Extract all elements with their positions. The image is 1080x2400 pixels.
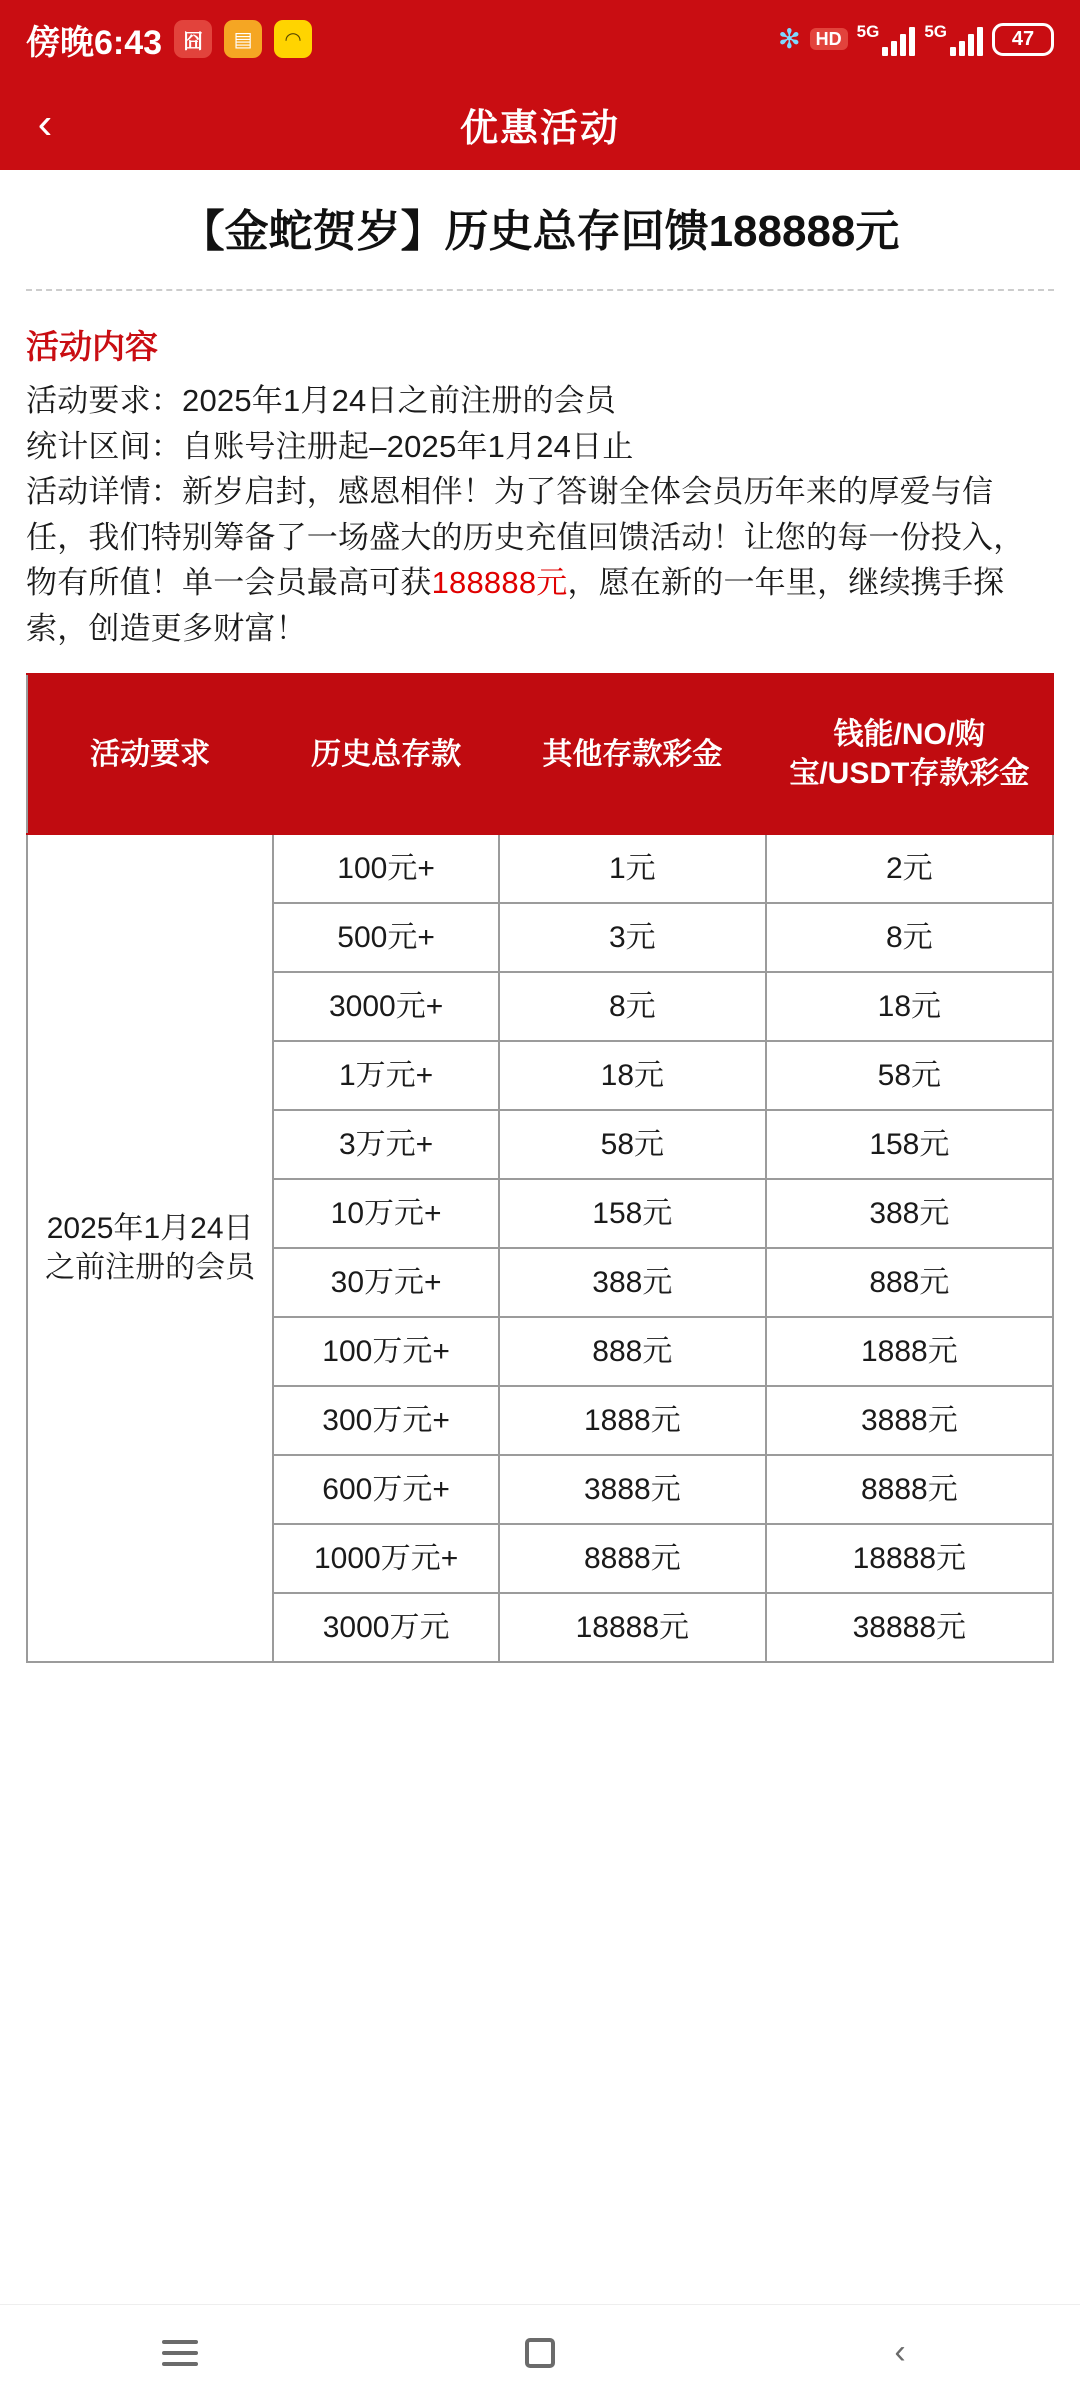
table-cell-special-bonus: 3888元 — [766, 1386, 1053, 1455]
promo-detail-suffix: ，愿在新的一年里，继续携手探索，创造更多财富！ — [26, 565, 1005, 646]
table-cell-special-bonus: 8888元 — [766, 1455, 1053, 1524]
table-cell-deposit: 100万元+ — [273, 1317, 499, 1386]
table-header-row — [27, 674, 1053, 834]
table-cell-deposit: 3000万元 — [273, 1593, 499, 1662]
status-bar-right — [778, 23, 1054, 56]
signal-indicator-2 — [924, 23, 983, 56]
section-heading-activity-content: 活动内容 — [26, 328, 158, 365]
app-notification-icon-red: 囧 — [174, 20, 212, 58]
table-cell-special-bonus: 888元 — [766, 1248, 1053, 1317]
table-header-special-bonus: 钱能/NO/购宝/USDT存款彩金 — [766, 674, 1053, 834]
table-cell-other-bonus: 18888元 — [499, 1593, 766, 1662]
table-cell-special-bonus: 8元 — [766, 903, 1053, 972]
back-arrow-icon[interactable]: ‹ — [37, 99, 53, 148]
table-cell-special-bonus: 2元 — [766, 834, 1053, 903]
promo-line-period: 统计区间：自账号注册起–2025年1月24日止 — [26, 428, 634, 464]
network-type-label-2: 5G — [924, 21, 947, 41]
table-cell-special-bonus: 58元 — [766, 1041, 1053, 1110]
page-content — [0, 170, 1080, 2400]
promo-detail-paragraph — [26, 469, 1054, 651]
promo-detail-prefix: 活动详情：新岁启封，感恩相伴！为了答谢全体会员历年来的厚爱与信任，我们特别筹备了一场盛大的历史充值回馈活动！让您的每一份投入，物有所值！单一会员最高可获 — [26, 474, 1025, 601]
table-header-total-deposit: 历史总存款 — [273, 674, 499, 834]
table-cell-special-bonus: 388元 — [766, 1179, 1053, 1248]
home-glyph — [525, 2338, 555, 2368]
table-cell-other-bonus: 3888元 — [499, 1455, 766, 1524]
table-cell-other-bonus: 158元 — [499, 1179, 766, 1248]
status-clock: 傍晚6:43 — [26, 23, 163, 62]
hd-icon: HD — [810, 28, 848, 51]
table-cell-deposit: 30万元+ — [273, 1248, 499, 1317]
promo-line-requirement: 活动要求：2025年1月24日之前注册的会员 — [26, 383, 617, 418]
table-cell-other-bonus: 388元 — [499, 1248, 766, 1317]
table-cell-deposit: 3万元+ — [273, 1110, 499, 1179]
table-cell-deposit: 500元+ — [273, 903, 499, 972]
table-cell-special-bonus: 158元 — [766, 1110, 1053, 1179]
table-cell-other-bonus: 1元 — [499, 834, 766, 903]
app-title-bar — [0, 78, 1080, 170]
table-cell-deposit: 10万元+ — [273, 1179, 499, 1248]
table-header-requirement: 活动要求 — [27, 674, 273, 834]
table-cell-deposit: 600万元+ — [273, 1455, 499, 1524]
promo-headline: 【金蛇贺岁】历史总存回馈188888元 — [180, 207, 900, 256]
table-cell-other-bonus: 8888元 — [499, 1524, 766, 1593]
table-cell-deposit: 3000元+ — [273, 972, 499, 1041]
bluetooth-icon: ✻ — [778, 23, 801, 54]
signal-bars-1 — [882, 26, 915, 56]
app-notification-icon-yellow: ◠ — [274, 20, 312, 58]
table-cell-other-bonus: 888元 — [499, 1317, 766, 1386]
table-header — [27, 674, 1053, 834]
table-cell-other-bonus: 1888元 — [499, 1386, 766, 1455]
table-cell-other-bonus: 58元 — [499, 1110, 766, 1179]
table-cell-deposit: 1000万元+ — [273, 1524, 499, 1593]
title-divider — [26, 289, 1054, 291]
table-cell-deposit: 100元+ — [273, 834, 499, 903]
page-title: 优惠活动 — [459, 107, 620, 150]
network-type-label-1: 5G — [856, 21, 880, 41]
app-notification-icon-orange: ▤ — [224, 20, 262, 58]
rebate-table — [26, 673, 1054, 1663]
battery-indicator: 47 — [992, 23, 1054, 56]
table-body — [27, 834, 1053, 1662]
system-nav-bar — [0, 2304, 1080, 2400]
table-cell-other-bonus: 8元 — [499, 972, 766, 1041]
status-bar — [0, 0, 1080, 78]
table-cell-requirement: 2025年1月24日之前注册的会员 — [27, 834, 273, 1662]
home-icon[interactable] — [480, 2305, 600, 2400]
table-cell-other-bonus: 3元 — [499, 903, 766, 972]
recents-icon[interactable] — [120, 2305, 240, 2400]
signal-bars-2 — [950, 26, 983, 56]
promo-detail-highlight: 188888元 — [431, 565, 568, 601]
recents-glyph — [162, 2340, 198, 2366]
table-cell-other-bonus: 18元 — [499, 1041, 766, 1110]
table-cell-special-bonus: 1888元 — [766, 1317, 1053, 1386]
signal-indicator-1 — [857, 23, 916, 56]
table-row — [27, 834, 1053, 903]
nav-back-icon[interactable]: ‹ — [894, 2333, 906, 2371]
table-cell-deposit: 300万元+ — [273, 1386, 499, 1455]
table-cell-deposit: 1万元+ — [273, 1041, 499, 1110]
status-bar-left — [26, 15, 312, 64]
table-cell-special-bonus: 18元 — [766, 972, 1053, 1041]
table-cell-special-bonus: 18888元 — [766, 1524, 1053, 1593]
table-cell-special-bonus: 38888元 — [766, 1593, 1053, 1662]
table-header-other-bonus: 其他存款彩金 — [499, 674, 766, 834]
